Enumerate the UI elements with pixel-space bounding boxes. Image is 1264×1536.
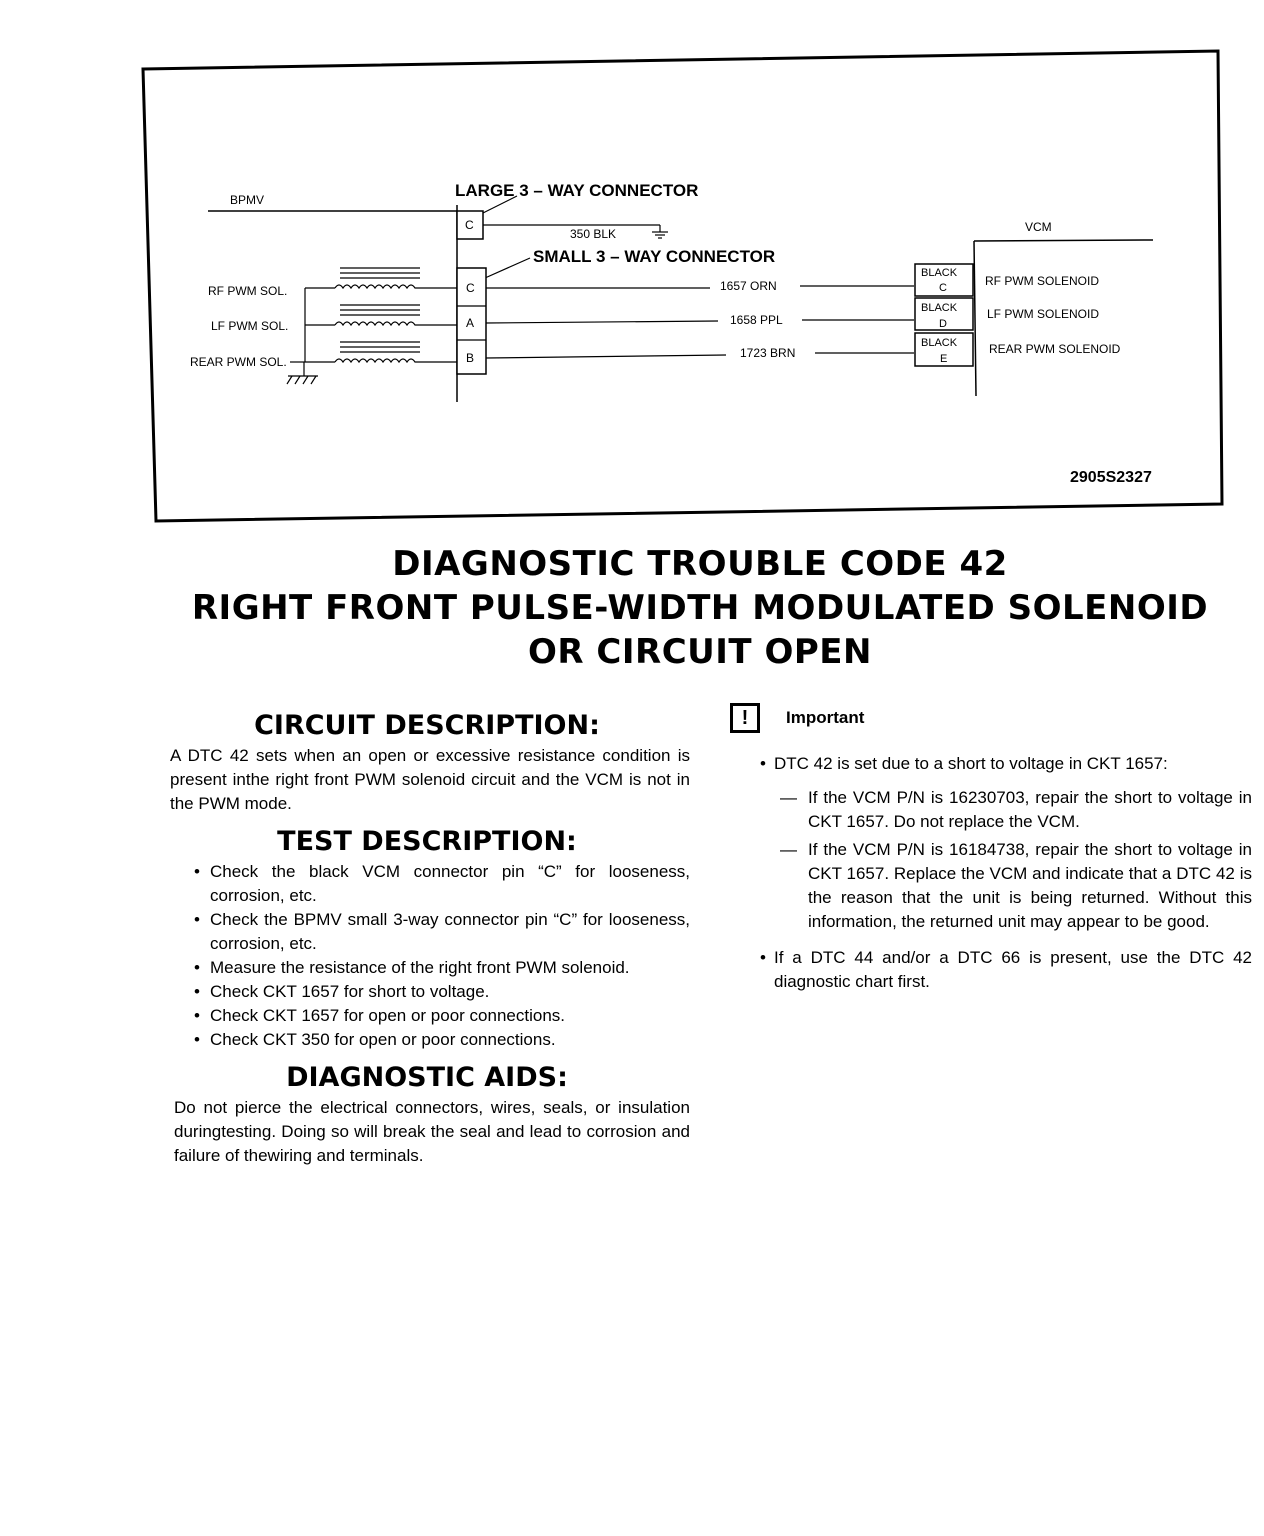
small-pin-a: A (466, 316, 475, 330)
rear-pwm-solenoid-label: REAR PWM SOLENOID (989, 342, 1121, 356)
bpmv-label: BPMV (230, 193, 265, 207)
svg-text:D: D (939, 318, 947, 330)
wire-1658-label: 1658 PPL (730, 313, 783, 327)
wire-1723-label: 1723 BRN (740, 346, 796, 360)
page-title (140, 542, 1260, 674)
list-item: • Measure the resistance of the right front PWM solenoid. (194, 956, 690, 980)
list-item: — If the VCM P/N is 16184738, repair the short to voltage in CKT 1657. Replace the VCM and indicate that a DTC 42 is the reason that the unit is being returned. Without this information, the returned unit may appear to be good. (808, 838, 1252, 934)
test-description-list (164, 860, 690, 1052)
rf-pwm-solenoid-label: RF PWM SOLENOID (985, 274, 1100, 288)
small-pin-b: B (466, 351, 475, 365)
important-header (730, 700, 1252, 736)
circuit-description-heading: CIRCUIT DESCRIPTION: (254, 710, 600, 741)
lf-pwm-solenoid-label: LF PWM SOLENOID (987, 307, 1100, 321)
important-icon: ! (730, 703, 760, 733)
large-connector-label: LARGE 3 – WAY CONNECTOR (455, 181, 699, 200)
vcm-connector-d (915, 298, 973, 330)
important-sublist (730, 786, 1252, 934)
lf-pwm-sol-label: LF PWM SOL. (211, 319, 289, 333)
diagnostic-aids-text: Do not pierce the electrical connectors, wires, seals, or insulation duringtesting. Doing so will break the seal and lead to corrosion and failure of thewiring and terminals. (174, 1098, 690, 1165)
right-column (730, 700, 1252, 994)
svg-text:C: C (939, 282, 947, 294)
small-pin-c: C (466, 281, 475, 295)
svg-text:BLACK: BLACK (921, 267, 958, 279)
list-item: • Check CKT 1657 for open or poor connections. (194, 1004, 690, 1028)
title-line-3: OR CIRCUIT OPEN (528, 632, 872, 672)
diagnostic-aids-heading: DIAGNOSTIC AIDS: (286, 1062, 568, 1093)
left-column (164, 708, 690, 1168)
ground-wire-label: 350 BLK (570, 227, 617, 241)
list-item: • Check the BPMV small 3-way connector pin “C” for looseness, corrosion, etc. (194, 908, 690, 956)
solenoid-coils (287, 268, 457, 384)
svg-text:BLACK: BLACK (921, 302, 958, 314)
figure-id: 2905S2327 (1070, 469, 1152, 486)
list-item: • Check CKT 1657 for short to voltage. (194, 980, 690, 1004)
important-bullet-2: • If a DTC 44 and/or a DTC 66 is present, use the DTC 42 diagnostic chart first. (730, 946, 1252, 994)
title-line-1: DIAGNOSTIC TROUBLE CODE 42 (392, 544, 1008, 584)
wire-1657-label: 1657 ORN (720, 279, 777, 293)
list-item: — If the VCM P/N is 16230703, repair the short to voltage in CKT 1657. Do not replace the VCM. (808, 786, 1252, 834)
svg-text:BLACK: BLACK (921, 337, 958, 349)
list-item: • Check CKT 350 for open or poor connections. (194, 1028, 690, 1052)
list-item: • Check the black VCM connector pin “C” for looseness, corrosion, etc. (194, 860, 690, 908)
small-connector-label: SMALL 3 – WAY CONNECTOR (533, 247, 776, 266)
vcm-connector-e (915, 333, 973, 366)
test-description-heading: TEST DESCRIPTION: (277, 826, 577, 857)
svg-text:C: C (465, 218, 474, 232)
rf-pwm-sol-label: RF PWM SOL. (208, 284, 288, 298)
rear-pwm-sol-label: REAR PWM SOL. (190, 355, 287, 369)
important-label: Important (786, 708, 865, 727)
vcm-connector-c (915, 264, 973, 296)
circuit-description-text: A DTC 42 sets when an open or excessive resistance condition is present inthe right front PWM solenoid circuit and the VCM is not in the PWM mode. (170, 746, 690, 813)
wiring-diagram (0, 0, 1264, 540)
svg-text:E: E (940, 353, 948, 365)
vcm-label: VCM (1025, 220, 1052, 234)
important-bullet-1: • DTC 42 is set due to a short to voltage in CKT 1657: (730, 752, 1252, 776)
title-line-2: RIGHT FRONT PULSE-WIDTH MODULATED SOLENOID (191, 588, 1209, 628)
